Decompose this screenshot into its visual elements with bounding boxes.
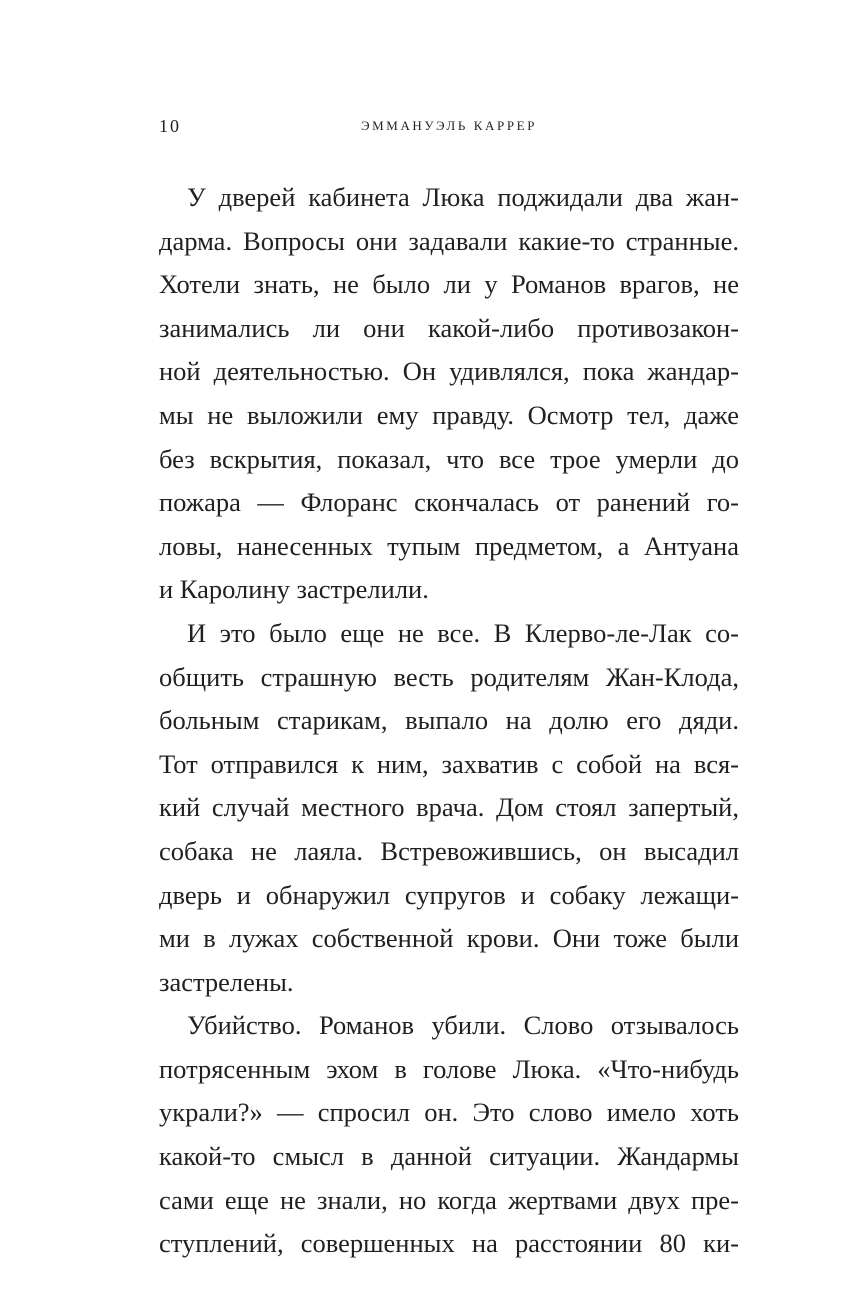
text-line: пожара — Флоранс скончалась от ранений го-: [159, 487, 739, 518]
text-line: дарма. Вопросы они задавали какие-то странные.: [159, 225, 739, 256]
text-line: Тот отправился к ним, захватив с собой на вся-: [159, 748, 739, 779]
text-line: собака не лаяла. Встревожившись, он высадил: [159, 835, 739, 866]
text-line: И это было еще не все. В Клерво-ле-Лак со-: [187, 617, 739, 648]
text-line: общить страшную весть родителям Жан-Клода,: [159, 661, 739, 692]
text-line: занимались ли они какой-либо противозакон-: [159, 312, 739, 343]
text-line: застрелены.: [159, 966, 294, 997]
text-line: дверь и обнаружил супругов и собаку лежащи-: [159, 879, 739, 910]
text-line: сами еще не знали, но когда жертвами двух пре-: [159, 1184, 739, 1215]
body-text: [159, 176, 739, 1266]
paragraph: [159, 612, 739, 1004]
text-line: ступлений, совершенных на расстоянии 80 ки-: [159, 1228, 739, 1259]
paragraph: [159, 176, 739, 612]
text-line: и Каролину застрелили.: [159, 574, 429, 605]
page-number: 10: [159, 116, 181, 136]
text-line: кий случай местного врача. Дом стоял запертый,: [159, 792, 739, 823]
text-line: больным старикам, выпало на долю его дяди.: [159, 705, 739, 736]
text-line: украли?» — спросил он. Это слово имело хоть: [159, 1097, 739, 1128]
text-line: ной деятельностью. Он удивлялся, пока жандар-: [159, 356, 739, 387]
running-title: ЭММАНУЭЛЬ КАРРЕР: [360, 118, 538, 133]
page-header: [159, 116, 739, 138]
text-line: потрясенным эхом в голове Люка. «Что-нибудь: [159, 1053, 739, 1084]
text-line: мы не выложили ему правду. Осмотр тел, даже: [159, 399, 739, 430]
text-line: без вскрытия, показал, что все трое умерли до: [159, 443, 739, 474]
paragraph: [159, 1004, 739, 1266]
text-line: У дверей кабинета Люка поджидали два жан-: [187, 182, 739, 212]
text-line: Убийство. Романов убили. Слово отзывалось: [187, 1010, 739, 1041]
text-line: ми в лужах собственной крови. Они тоже были: [159, 923, 739, 954]
text-line: какой-то смысл в данной ситуации. Жандармы: [159, 1141, 739, 1172]
text-line: Хотели знать, не было ли у Романов врагов, не: [159, 269, 739, 300]
text-line: ловы, нанесенных тупым предметом, а Антуана: [159, 530, 739, 561]
